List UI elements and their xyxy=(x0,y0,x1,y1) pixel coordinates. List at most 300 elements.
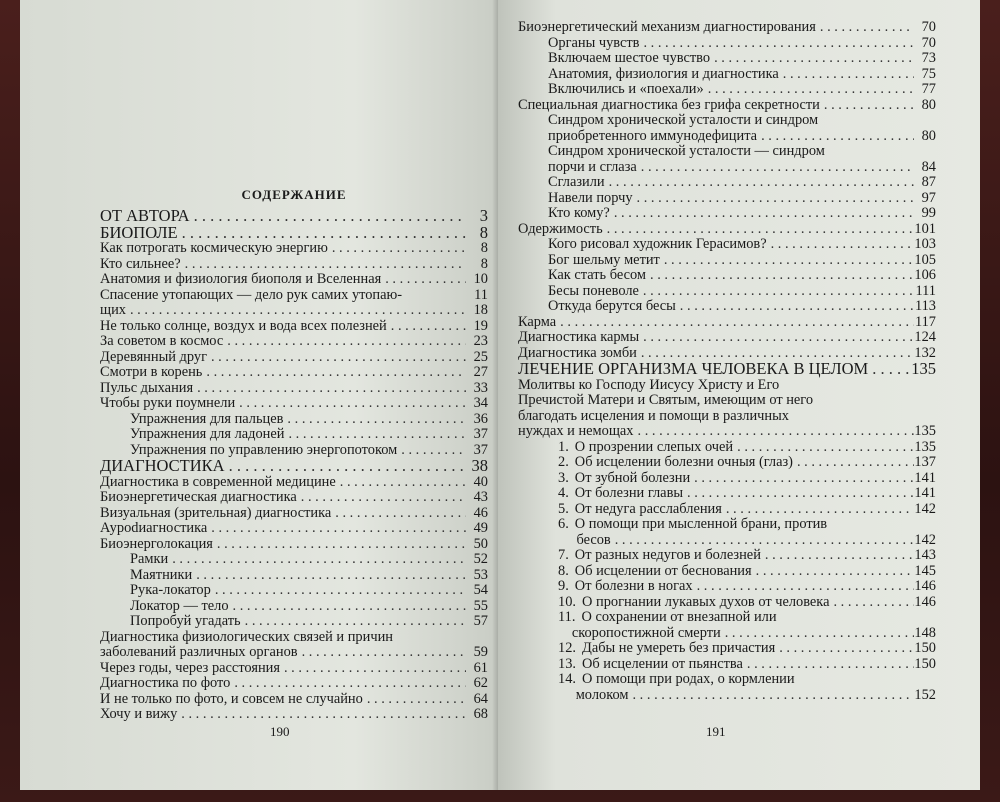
toc-entry-page: 142 xyxy=(914,500,936,517)
toc-entry xyxy=(100,427,488,443)
toc-entry xyxy=(100,458,488,475)
toc-entry-page: 36 xyxy=(473,410,488,427)
toc-leader-dots xyxy=(363,692,466,708)
toc-entry-page: 8 xyxy=(480,240,488,256)
toc-entry-title: Диагностика в современной медицине xyxy=(100,473,336,490)
toc-leader-dots xyxy=(284,427,466,443)
toc-leader-dots xyxy=(722,502,914,518)
toc-entry-page: 135 xyxy=(911,359,936,378)
toc-entry xyxy=(100,350,488,366)
toc-leader-dots xyxy=(693,579,914,595)
toc-entry xyxy=(518,36,936,52)
toc-leader-dots xyxy=(743,657,914,673)
toc-leader-dots xyxy=(207,350,466,366)
toc-entry-title: Диагностика зомби xyxy=(518,344,637,361)
toc-entry xyxy=(518,409,936,425)
toc-entry xyxy=(518,579,936,595)
toc-leader-dots xyxy=(336,475,466,491)
toc-entry xyxy=(518,672,936,688)
toc-entry-title: Не только солнце, воздух и вода всех полезней xyxy=(100,317,387,334)
toc-entry-page: 52 xyxy=(473,551,488,567)
toc-entry-page: 19 xyxy=(473,317,488,334)
toc-entry xyxy=(518,315,936,331)
toc-leader-dots xyxy=(829,595,914,611)
toc-entry xyxy=(100,490,488,506)
toc-entry-page: 40 xyxy=(473,473,488,490)
toc-entry-title: Кто сильнее? xyxy=(100,255,181,272)
toc-entry-page: 49 xyxy=(473,520,488,536)
toc-entry-title: Локатор — тело xyxy=(130,597,229,614)
toc-entry-page: 152 xyxy=(914,686,936,703)
toc-leader-dots xyxy=(229,599,466,615)
toc-entry-page: 111 xyxy=(915,282,936,299)
left-page xyxy=(20,0,498,790)
toc-entry xyxy=(518,67,936,83)
toc-entry-page: 54 xyxy=(473,582,488,598)
toc-entry-title: Через годы, через расстояния xyxy=(100,659,280,676)
toc-leader-dots xyxy=(683,486,914,502)
toc-entry xyxy=(518,361,936,378)
toc-leader-dots xyxy=(646,268,914,284)
toc-entry-page: 137 xyxy=(914,454,936,470)
toc-entry xyxy=(100,412,488,428)
toc-entry xyxy=(100,521,488,537)
toc-entry-page: 105 xyxy=(914,251,936,268)
toc-entry-title: Синдром хронической усталости и синдром xyxy=(548,112,819,128)
toc-entry-title: Диагностика кармы xyxy=(518,329,640,345)
toc-entry xyxy=(100,599,488,615)
toc-entry xyxy=(518,98,936,114)
toc-entry xyxy=(100,334,488,350)
toc-leader-dots xyxy=(605,175,914,191)
toc-entry xyxy=(518,268,936,284)
toc-entry-title: Упражнения по управлению энергопотоком xyxy=(130,441,398,458)
toc-entry-page: 97 xyxy=(921,189,936,206)
toc-entry-page: 103 xyxy=(914,236,936,252)
page-number-right: 191 xyxy=(706,724,726,739)
toc-entry xyxy=(100,365,488,381)
toc-entry-page: 10 xyxy=(473,271,488,287)
toc-entry-title: Попробуй угадать xyxy=(130,613,241,629)
toc-entry-page: 11 xyxy=(474,286,488,303)
toc-leader-dots xyxy=(752,564,914,580)
toc-entry-title: скоропостижной смерти xyxy=(571,624,721,641)
toc-entry-title: благодать исцеления и помощи в различных xyxy=(518,407,789,424)
toc-entry-page: 59 xyxy=(473,644,488,660)
toc-leader-dots xyxy=(775,641,914,657)
toc-entry xyxy=(100,630,488,646)
toc-leader-dots xyxy=(868,361,911,378)
toc-entry-page: 46 xyxy=(473,504,488,521)
toc-entry xyxy=(100,537,488,553)
toc-entry-title: бесов xyxy=(576,531,611,548)
toc-entry xyxy=(100,614,488,630)
toc-entry-number: 9. xyxy=(558,578,569,594)
toc-entry xyxy=(518,113,936,129)
toc-entry-number: 14. xyxy=(558,671,576,687)
toc-entry xyxy=(518,533,936,549)
toc-entry-page: 70 xyxy=(921,34,936,51)
toc-entry xyxy=(518,455,936,471)
toc-entry xyxy=(518,688,936,704)
toc-entry-number: 5. xyxy=(558,500,569,517)
toc-entry-title: О прогнании лукавых духов от человека xyxy=(582,593,830,610)
toc-entry-page: 146 xyxy=(914,593,936,610)
toc-leader-dots xyxy=(603,222,914,238)
toc-leader-dots xyxy=(126,303,466,319)
toc-entry-page: 135 xyxy=(914,423,936,439)
toc-entry-title: приобретенного иммунодефицита xyxy=(548,127,758,144)
toc-entry-title: заболеваний различных органов xyxy=(100,644,298,660)
toc-entry-title: Сглазили xyxy=(548,174,605,190)
toc-leader-dots xyxy=(387,319,466,335)
toc-leader-dots xyxy=(639,36,914,52)
toc-leader-dots xyxy=(241,614,466,630)
toc-leader-dots xyxy=(633,191,914,207)
toc-leader-dots xyxy=(178,225,466,242)
toc-entry-page: 124 xyxy=(914,329,936,345)
toc-entry xyxy=(100,475,488,491)
toc-entry-page: 77 xyxy=(921,81,936,97)
toc-entry-page: 68 xyxy=(473,706,488,722)
toc-leader-dots xyxy=(235,396,466,412)
toc-entry-title: Откуда берутся бесы xyxy=(548,298,676,314)
toc-entry-title: ДИАГНОСТИКА xyxy=(100,456,225,475)
toc-entry-page: 135 xyxy=(914,438,936,455)
toc-entry-title: молоком xyxy=(575,686,629,703)
toc-leader-dots xyxy=(721,626,914,642)
toc-entry xyxy=(100,303,488,319)
toc-entry-page: 106 xyxy=(914,267,936,283)
toc-entry-title: Бесы поневоле xyxy=(548,282,639,299)
toc-entry xyxy=(518,51,936,67)
toc-entry xyxy=(100,381,488,397)
toc-leader-dots xyxy=(634,424,914,440)
toc-entry-page: 53 xyxy=(473,566,488,583)
toc-entry-page: 150 xyxy=(914,655,936,672)
toc-leader-dots xyxy=(280,661,466,677)
toc-entry-page: 113 xyxy=(914,298,936,314)
toc-leader-dots xyxy=(168,552,466,568)
toc-entry-title: Специальная диагностика без грифа секретности xyxy=(518,96,820,113)
toc-leader-dots xyxy=(190,208,466,225)
toc-entry xyxy=(100,661,488,677)
toc-entry-page: 142 xyxy=(914,531,936,548)
toc-leader-dots xyxy=(556,315,914,331)
toc-leader-dots xyxy=(757,129,914,145)
toc-leader-dots xyxy=(328,241,466,257)
toc-entry-page: 80 xyxy=(921,96,936,113)
toc-entry-page: 73 xyxy=(921,50,936,66)
toc-entry-title: Как потрогать космическую энергию xyxy=(100,240,328,256)
toc-entry-page: 117 xyxy=(914,313,936,330)
toc-entry-page: 150 xyxy=(914,640,936,656)
toc-entry xyxy=(100,222,488,242)
toc-leader-dots xyxy=(639,284,914,300)
toc-entry-title: Навели порчу xyxy=(548,189,633,206)
toc-leader-dots xyxy=(779,67,914,83)
toc-entry-title: Кто кому? xyxy=(548,205,610,221)
toc-entry xyxy=(100,707,488,723)
toc-entry-title: За советом в космос xyxy=(100,333,224,349)
toc-entry xyxy=(518,284,936,300)
toc-entry-page: 8 xyxy=(479,222,488,242)
toc-entry xyxy=(518,237,936,253)
toc-entry-page: 37 xyxy=(473,441,488,458)
toc-entry-page: 57 xyxy=(473,613,488,629)
toc-entry-page: 141 xyxy=(914,469,936,486)
toc-entry xyxy=(518,393,936,409)
toc-leader-dots xyxy=(816,20,914,36)
toc-entry-title: От зубной болезни xyxy=(574,469,691,486)
toc-entry-page: 55 xyxy=(473,597,488,614)
toc-entry-page: 99 xyxy=(921,205,936,221)
toc-entry-title: Диагностика физиологических связей и причин xyxy=(100,628,393,645)
toc-entry-title: ЛЕЧЕНИЕ ОРГАНИЗМА ЧЕЛОВЕКА В ЦЕЛОМ xyxy=(518,359,869,378)
toc-entry xyxy=(518,610,936,626)
toc-leader-dots xyxy=(733,440,914,456)
toc-entry xyxy=(518,378,936,394)
toc-entry xyxy=(100,506,488,522)
toc-entry-title: Визуальная (зрительная) диагностика xyxy=(100,504,332,521)
toc-entry xyxy=(518,440,936,456)
toc-entry-title: Дабы не умереть без причастия xyxy=(582,640,776,656)
toc-leader-dots xyxy=(637,160,914,176)
toc-entry xyxy=(518,20,936,36)
toc-leader-dots xyxy=(704,82,914,98)
toc-entry-page: 61 xyxy=(473,659,488,676)
toc-entry-title: Биоэнергетическая диагностика xyxy=(100,489,297,505)
toc-entry-title: От болезни в ногах xyxy=(574,578,693,594)
toc-entry-title: Об исцелении от беснования xyxy=(574,562,752,579)
toc-leader-dots xyxy=(193,381,466,397)
toc-leader-dots xyxy=(331,506,466,522)
toc-entry xyxy=(518,160,936,176)
toc-entry xyxy=(518,206,936,222)
toc-entry xyxy=(518,299,936,315)
toc-entry-title: Диагностика по фото xyxy=(100,675,231,691)
toc-leader-dots xyxy=(397,443,466,459)
toc-entry-number: 3. xyxy=(558,469,569,486)
toc-entry-title: Хочу и вижу xyxy=(100,706,178,722)
toc-entry xyxy=(100,319,488,335)
toc-entry-page: 8 xyxy=(480,255,488,272)
toc-entry xyxy=(100,241,488,257)
toc-entry-title: Анатомия и физиология биополя и Вселенная xyxy=(100,271,382,287)
toc-entry xyxy=(100,645,488,661)
toc-entry-page: 33 xyxy=(473,379,488,396)
toc-entry xyxy=(518,175,936,191)
toc-entry-page: 132 xyxy=(914,344,936,361)
toc-entry-title: Об исцелении болезни очныя (глаз) xyxy=(574,454,793,470)
toc-entry-title: Биоэнергетический механизм диагностирования xyxy=(518,19,816,35)
toc-entry-number: 10. xyxy=(558,593,576,610)
toc-entry-page: 3 xyxy=(479,206,488,225)
toc-entry-page: 64 xyxy=(473,690,488,707)
toc-entry xyxy=(518,595,936,611)
toc-entry-number: 1. xyxy=(558,438,569,455)
toc-leader-dots xyxy=(207,521,466,537)
toc-entry xyxy=(100,552,488,568)
toc-entry-title: Включаем шестое чувство xyxy=(548,50,711,66)
toc-heading: СОДЕРЖАНИЕ xyxy=(241,187,347,202)
toc-entry xyxy=(518,657,936,673)
toc-entry-title: Рамки xyxy=(130,551,169,567)
toc-entry-number: 4. xyxy=(558,485,569,501)
toc-entry-title: Спасение утопающих — дело рук самих утопаю- xyxy=(100,286,403,303)
toc-entry xyxy=(100,676,488,692)
toc-entry-title: ОТ АВТОРА xyxy=(100,206,190,225)
toc-entry xyxy=(518,129,936,145)
toc-entry-title: Об исцелении от пьянства xyxy=(582,655,743,672)
toc-leader-dots xyxy=(298,645,466,661)
toc-entry xyxy=(518,502,936,518)
toc-entry-title: О прозрении слепых очей xyxy=(574,438,734,455)
toc-entry-page: 145 xyxy=(914,562,936,579)
toc-entry-title: Аурodиагностика xyxy=(100,520,208,536)
toc-entry xyxy=(518,626,936,642)
toc-entry-title: БИОПОЛЕ xyxy=(100,222,178,242)
toc-leader-dots xyxy=(676,299,914,315)
toc-entry-number: 8. xyxy=(558,562,569,579)
toc-entry-title: порчи и сглаза xyxy=(548,158,637,175)
toc-leader-dots xyxy=(230,676,466,692)
toc-entry-title: О помощи при родах, о кормлении xyxy=(582,671,795,687)
toc-leader-dots xyxy=(761,548,914,564)
toc-entry xyxy=(100,288,488,304)
left-toc-list xyxy=(100,208,488,723)
toc-entry-number: 12. xyxy=(558,640,576,656)
toc-entry xyxy=(518,330,936,346)
toc-entry xyxy=(518,144,936,160)
toc-entry-title: О помощи при мысленной брани, против xyxy=(574,516,828,532)
toc-leader-dots xyxy=(283,412,466,428)
toc-entry xyxy=(518,253,936,269)
toc-entry xyxy=(518,564,936,580)
toc-leader-dots xyxy=(820,98,914,114)
toc-leader-dots xyxy=(192,568,466,584)
toc-leader-dots xyxy=(213,537,466,553)
toc-entry xyxy=(518,517,936,533)
toc-entry-page: 70 xyxy=(921,19,936,35)
toc-entry-title: Биоэнерголокация xyxy=(100,535,213,552)
toc-entry-page: 87 xyxy=(921,174,936,190)
toc-leader-dots xyxy=(181,257,466,273)
toc-leader-dots xyxy=(767,237,914,253)
toc-entry-title: О сохранении от внезапной или xyxy=(581,609,777,625)
toc-entry-page: 148 xyxy=(914,624,936,641)
toc-entry-number: 2. xyxy=(558,454,569,470)
toc-entry-title: Пречистой Матери и Святым, имеющим от него xyxy=(518,392,814,408)
toc-entry xyxy=(518,191,936,207)
toc-entry-title: Включились и «поехали» xyxy=(548,81,704,97)
toc-entry-number: 7. xyxy=(558,547,569,563)
toc-entry-page: 34 xyxy=(473,395,488,411)
toc-entry-page: 101 xyxy=(914,220,936,237)
toc-entry xyxy=(100,583,488,599)
toc-entry-page: 80 xyxy=(921,127,936,144)
toc-entry-title: Упражнения для пальцев xyxy=(130,410,284,427)
toc-entry-page: 23 xyxy=(473,333,488,349)
toc-entry xyxy=(518,424,936,440)
toc-entry-title: Анатомия, физиология и диагностика xyxy=(548,65,779,82)
toc-leader-dots xyxy=(211,583,466,599)
toc-leader-dots xyxy=(202,365,466,381)
toc-entry xyxy=(518,222,936,238)
toc-entry-page: 146 xyxy=(914,578,936,594)
toc-leader-dots xyxy=(611,533,914,549)
toc-entry-title: Чтобы руки поумнели xyxy=(100,395,236,411)
toc-entry-title: Одержимость xyxy=(518,220,603,237)
toc-entry-page: 25 xyxy=(473,348,488,365)
toc-entry-title: Молитвы ко Господу Иисусу Христу и Его xyxy=(518,376,780,393)
toc-entry-title: Рука-локатор xyxy=(130,582,211,598)
toc-entry-title: Карма xyxy=(518,313,557,330)
toc-entry-title: Синдром хронической усталости — синдром xyxy=(548,143,825,159)
toc-leader-dots xyxy=(660,253,914,269)
toc-entry-title: щих xyxy=(100,302,126,318)
toc-entry-title: нуждах и немощах xyxy=(518,423,634,439)
toc-entry xyxy=(518,486,936,502)
page-number-left: 190 xyxy=(270,724,290,739)
toc-entry xyxy=(518,471,936,487)
toc-entry-title: От болезни главы xyxy=(574,485,684,501)
toc-entry-title: Органы чувств xyxy=(548,34,640,51)
toc-leader-dots xyxy=(628,688,914,704)
toc-entry-title: Бог шельму метит xyxy=(548,251,660,268)
toc-entry-page: 84 xyxy=(921,158,936,175)
right-toc-list xyxy=(518,20,936,703)
toc-entry xyxy=(518,82,936,98)
toc-entry-title: Пульс дыхания xyxy=(100,379,194,396)
toc-entry xyxy=(100,257,488,273)
toc-entry xyxy=(100,692,488,708)
toc-entry-page: 38 xyxy=(471,456,488,475)
toc-entry xyxy=(100,568,488,584)
toc-entry-title: Смотри в корень xyxy=(100,364,203,380)
toc-entry-number: 6. xyxy=(558,516,569,532)
toc-leader-dots xyxy=(381,272,466,288)
toc-leader-dots xyxy=(639,330,914,346)
toc-entry-page: 43 xyxy=(473,489,488,505)
toc-entry-number: 13. xyxy=(558,655,576,672)
toc-entry-page: 143 xyxy=(914,547,936,563)
toc-entry-page: 62 xyxy=(473,675,488,691)
toc-entry xyxy=(518,641,936,657)
toc-entry-page: 50 xyxy=(473,535,488,552)
toc-entry-title: Как стать бесом xyxy=(548,267,646,283)
toc-leader-dots xyxy=(690,471,914,487)
toc-entry-title: Упражнения для ладоней xyxy=(130,426,285,442)
toc-entry-title: Деревянный друг xyxy=(100,348,207,365)
right-page xyxy=(498,0,980,790)
toc-leader-dots xyxy=(297,490,466,506)
toc-leader-dots xyxy=(225,458,466,475)
toc-entry-title: От недуга расслабления xyxy=(574,500,722,517)
toc-entry-title: Кого рисовал художник Герасимов? xyxy=(548,236,767,252)
toc-entry-page: 18 xyxy=(473,302,488,318)
toc-leader-dots xyxy=(177,707,466,723)
toc-entry-page: 37 xyxy=(473,426,488,442)
toc-entry-title: От разных недугов и болезней xyxy=(574,547,761,563)
toc-entry-title: Маятники xyxy=(130,566,193,583)
toc-leader-dots xyxy=(710,51,914,67)
toc-leader-dots xyxy=(610,206,914,222)
toc-entry xyxy=(100,396,488,412)
toc-entry-page: 27 xyxy=(473,364,488,380)
toc-entry xyxy=(100,272,488,288)
toc-entry xyxy=(518,548,936,564)
